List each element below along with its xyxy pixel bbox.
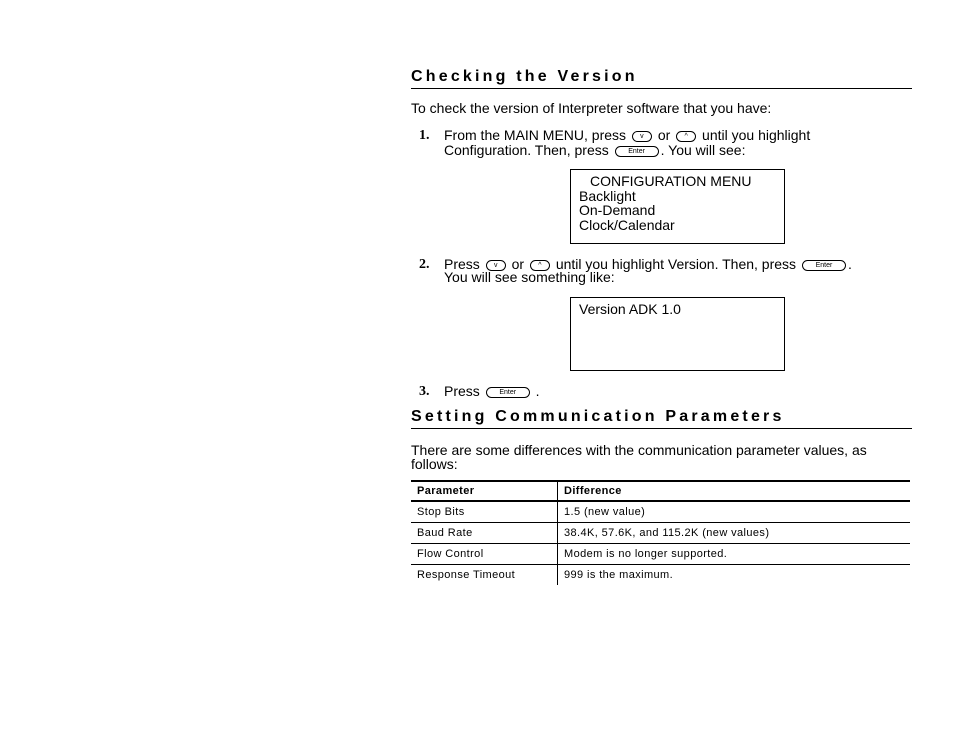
step-2-text-a: Press bbox=[444, 256, 480, 272]
cell-parameter: Stop Bits bbox=[411, 501, 558, 523]
cell-difference: Modem is no longer supported. bbox=[558, 544, 911, 565]
down-arrow-key-icon: v bbox=[486, 260, 506, 271]
step-2-text-c: . bbox=[847, 256, 852, 272]
cell-difference: 999 is the maximum. bbox=[564, 569, 674, 581]
step-1-line-2 bbox=[444, 143, 745, 158]
enter-key-icon: Enter bbox=[802, 260, 846, 271]
screen-line: On-Demand bbox=[579, 202, 656, 219]
screen-line: Version ADK 1.0 bbox=[579, 301, 681, 317]
step-3-text-b: . bbox=[535, 383, 540, 399]
section-title-checking-version: Checking the Version bbox=[411, 68, 912, 89]
step-1-text-c: Configuration. Then, press bbox=[444, 142, 609, 158]
cell-parameter: Flow Control bbox=[411, 544, 558, 565]
section2-intro-line-2: follows: bbox=[411, 456, 458, 472]
table-row bbox=[411, 565, 910, 586]
step-3-line bbox=[444, 384, 539, 399]
step-1-number: 1. bbox=[419, 128, 430, 143]
table-row bbox=[411, 501, 910, 523]
section2-intro-line-1: There are some differences with the communication parameter values, as bbox=[411, 442, 867, 458]
step-2-line-2: You will see something like: bbox=[444, 269, 615, 285]
parameters-table bbox=[411, 480, 910, 585]
cell-difference: 1.5 (new value) bbox=[558, 501, 911, 523]
up-arrow-key-icon: ^ bbox=[676, 131, 696, 142]
down-arrow-key-icon: v bbox=[632, 131, 652, 142]
screen-line: CONFIGURATION MENU bbox=[590, 173, 752, 189]
section-title-communication-parameters: Setting Communication Parameters bbox=[411, 408, 912, 429]
cell-difference: 38.4K, 57.6K, and 115.2K (new values) bbox=[558, 523, 911, 544]
step-3-number: 3. bbox=[419, 384, 430, 399]
header-difference: Difference bbox=[558, 481, 911, 501]
version-screen bbox=[570, 297, 785, 371]
table-row bbox=[411, 523, 910, 544]
screen-line: Backlight bbox=[579, 187, 636, 204]
step-1-text-b: until you highlight bbox=[702, 127, 811, 143]
up-arrow-key-icon: ^ bbox=[530, 260, 550, 271]
table-header-row bbox=[411, 481, 910, 501]
table-row bbox=[411, 544, 910, 565]
enter-key-icon: Enter bbox=[615, 146, 659, 157]
step-2-text-b: until you highlight Version. Then, press bbox=[555, 256, 797, 272]
enter-key-icon: Enter bbox=[486, 387, 530, 398]
step-1-line-1 bbox=[444, 128, 810, 143]
cell-parameter: Response Timeout bbox=[411, 565, 558, 586]
intro-text: To check the version of Interpreter software that you have: bbox=[411, 100, 772, 116]
header-parameter: Parameter bbox=[411, 481, 558, 501]
cell-parameter: Baud Rate bbox=[411, 523, 558, 544]
screen-line: Clock/Calendar bbox=[579, 216, 675, 233]
configuration-menu-screen bbox=[570, 169, 785, 244]
step-2-number: 2. bbox=[419, 257, 430, 272]
step-1-text-a: From the MAIN MENU, press bbox=[444, 127, 627, 143]
step-3-text-a: Press bbox=[444, 383, 480, 399]
step-1-text-d: . You will see: bbox=[660, 142, 746, 158]
step-2-or: or bbox=[511, 256, 525, 272]
step-1-or: or bbox=[657, 127, 671, 143]
